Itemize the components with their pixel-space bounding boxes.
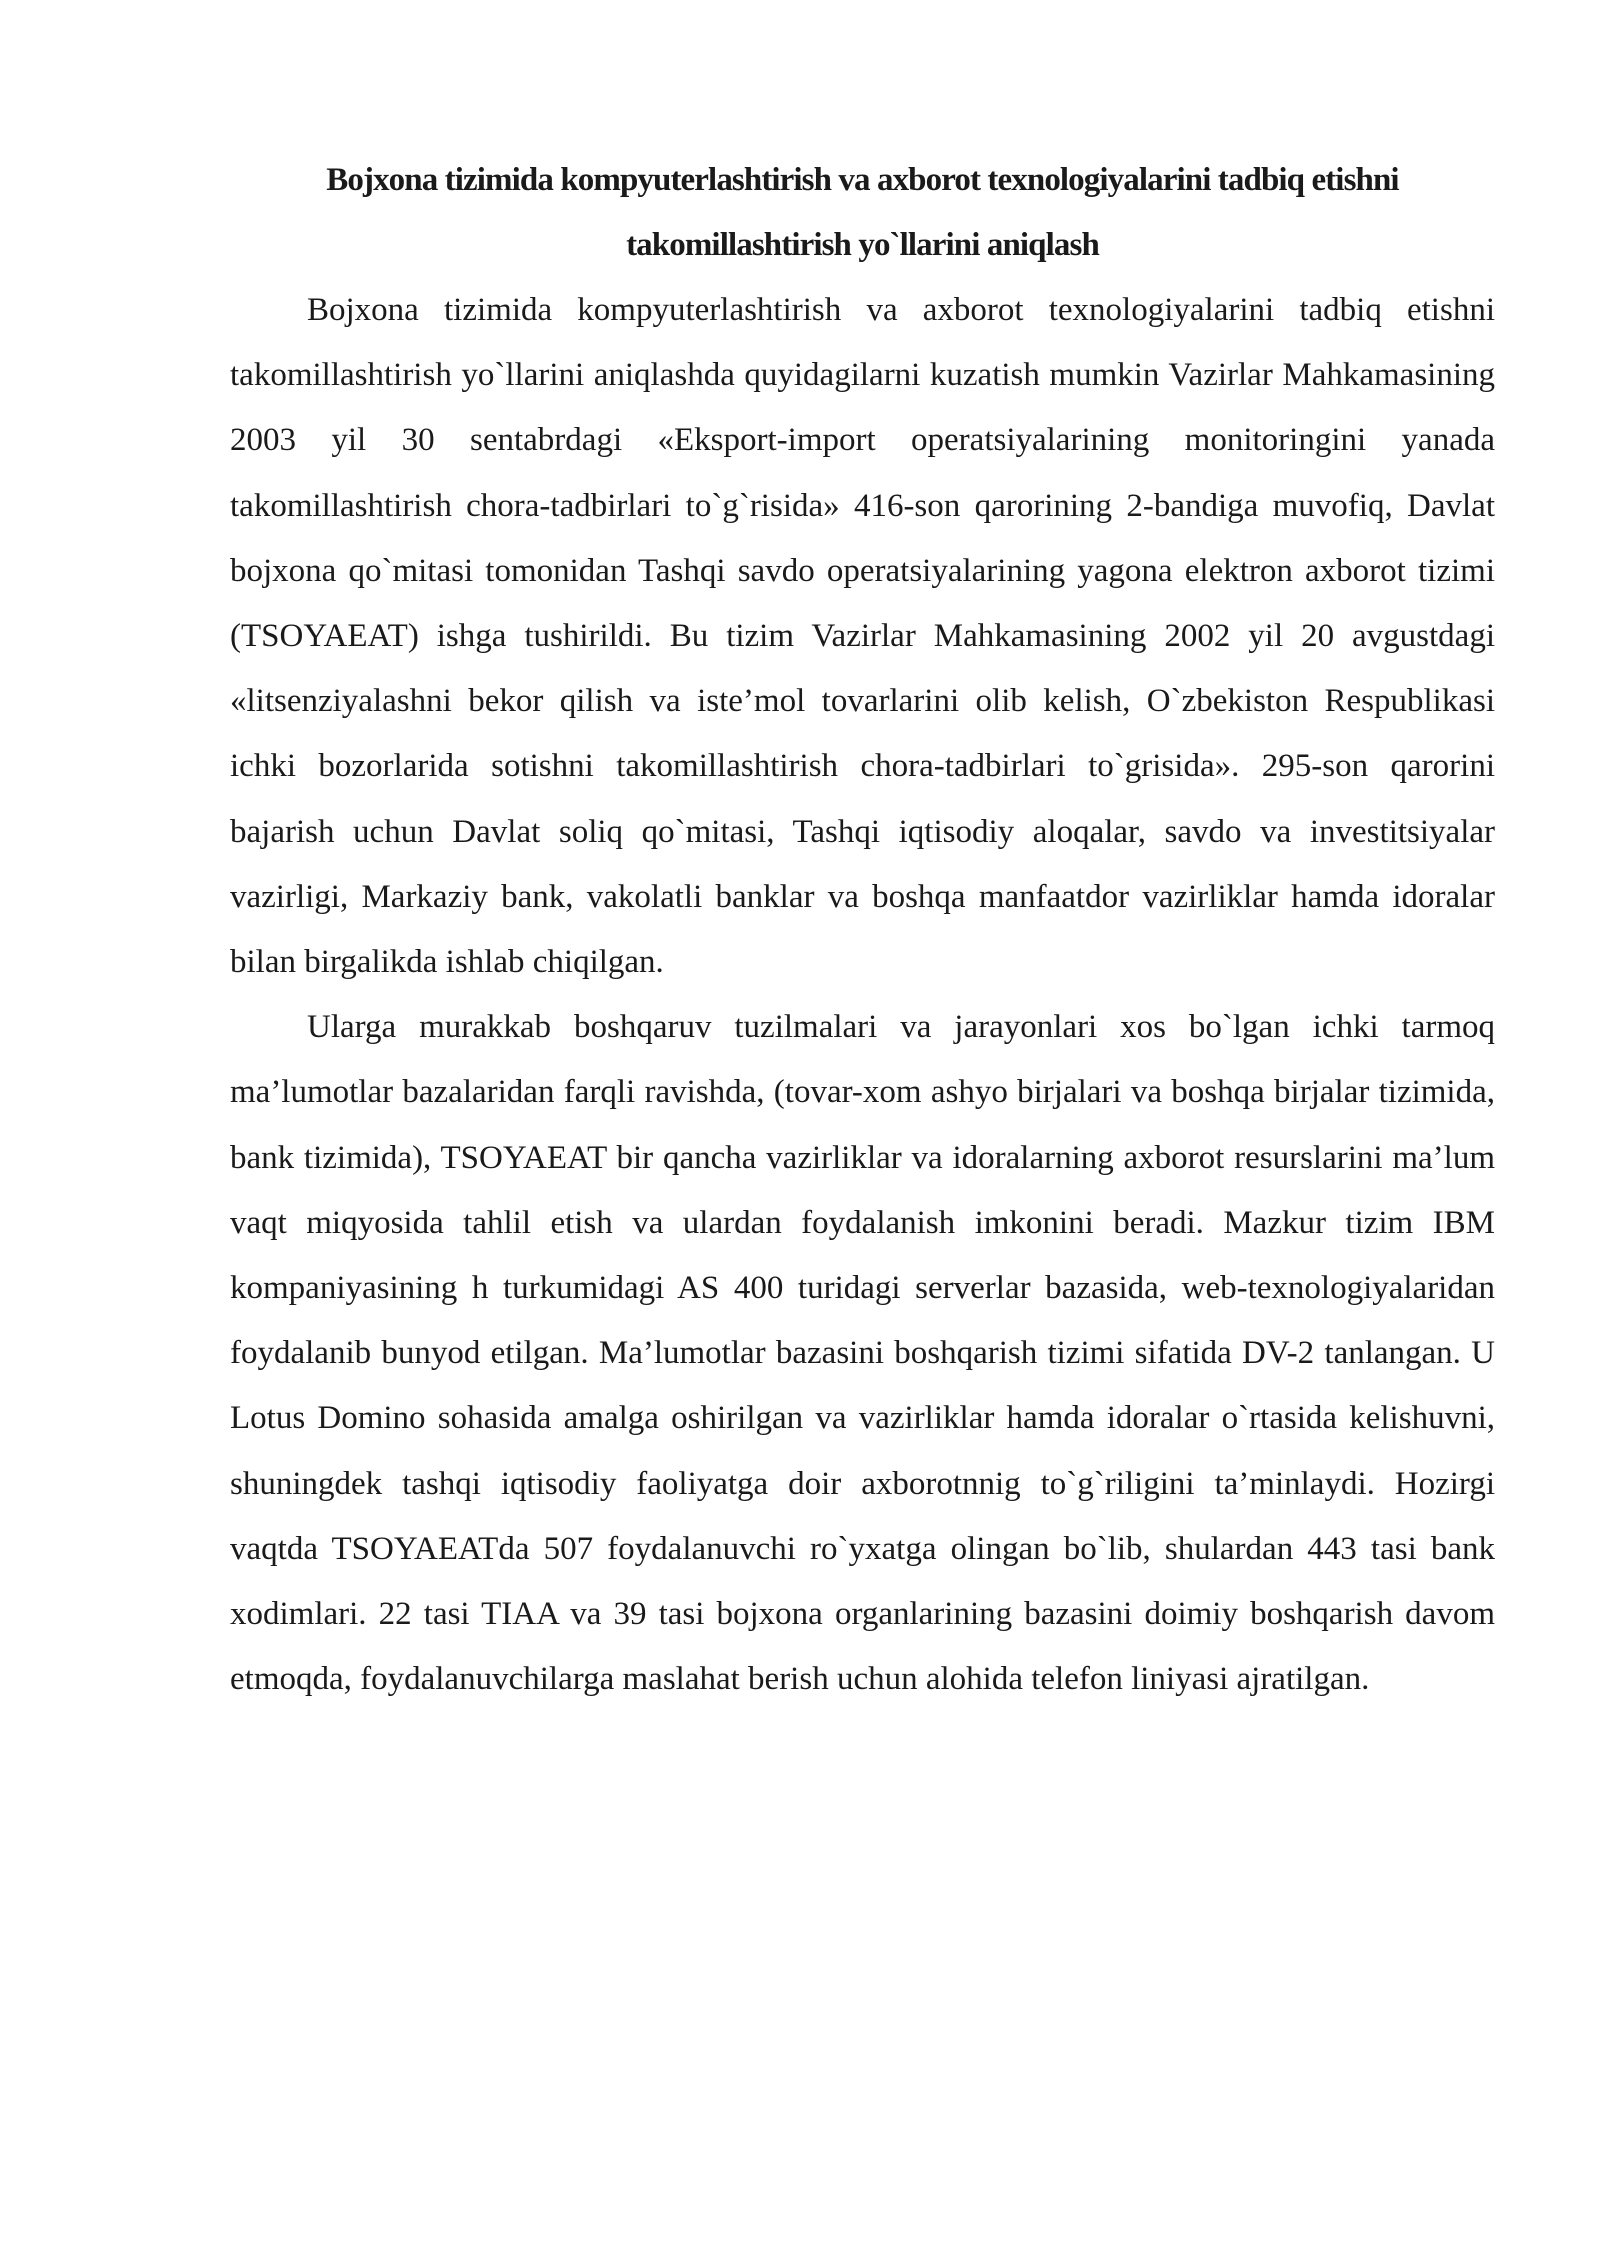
document-title: Bojxona tizimida kompyuterlashtirish va axborot texnologiyalarini tadbiq etishni takomillashtirish yo`llarini aniqlash xyxy=(326,162,1399,263)
paragraph-1: Bojxona tizimida kompyuterlashtirish va axborot texnologiyalarini tadbiq etishni takomillashtirish yo`llarini aniqlashda quyidagilarni kuzatish mumkin Vazirlar Mahkamasining 2003 yil 30 sentabrdagi «Eksport-import operatsiyalarining monitoringini yanada takomillashtirish chora-tadbirlari to`g`risida» 416-son qarorining 2-bandiga muvofiq, Davlat bojxona qo`mitasi tomonidan Tashqi savdo operatsiyalarining yagona elektron axborot tizimi (TSOYAEAT) ishga tushirildi. Bu tizim Vazirlar Mahkamasining 2002 yil 20 avgustdagi «litsenziyalashni bekor qilish va iste’mol tovarlarini olib kelish, O`zbekiston Respublikasi ichki bozorlarida sotishni takomillashtirish chora-tadbirlari to`grisida». 295-son qarorini bajarish uchun Davlat soliq qo`mitasi, Tashqi iqtisodiy aloqalar, savdo va investitsiyalar vazirligi, Markaziy bank, vakolatli banklar va boshqa manfaatdor vazirliklar hamda idoralar bilan birgalikda ishlab chiqilgan. xyxy=(230,292,1495,981)
document-body xyxy=(230,148,1495,1712)
paragraph-2: Ularga murakkab boshqaruv tuzilmalari va jarayonlari xos bo`lgan ichki tarmoq ma’lumotlar bazalaridan farqli ravishda, (tovar-xom ashyo birjalari va boshqa birjalar tizimida, bank tizimida), TSOYAEAT bir qancha vazirliklar va idoralarning axborot resurslarini ma’lum vaqt miqyosida tahlil etish va ulardan foydalanish imkonini beradi. Mazkur tizim IBM kompaniyasining h turkumidagi AS 400 turidagi serverlar bazasida, web-texnologiyalaridan foydalanib bunyod etilgan. Ma’lumotlar bazasini boshqarish tizimi sifatida DV-2 tanlangan. U Lotus Domino sohasida amalga oshirilgan va vazirliklar hamda idoralar o`rtasida kelishuvni, shuningdek tashqi iqtisodiy faoliyatga doir axborotnnig to`g`riligini ta’minlaydi. Hozirgi vaqtda TSOYAEATda 507 foydalanuvchi ro`yxatga olingan bo`lib, shulardan 443 tasi bank xodimlari. 22 tasi TIAA va 39 tasi bojxona organlarining bazasini doimiy boshqarish davom etmoqda, foydalanuvchilarga maslahat berish uchun alohida telefon liniyasi ajratilgan. xyxy=(230,1009,1495,1698)
